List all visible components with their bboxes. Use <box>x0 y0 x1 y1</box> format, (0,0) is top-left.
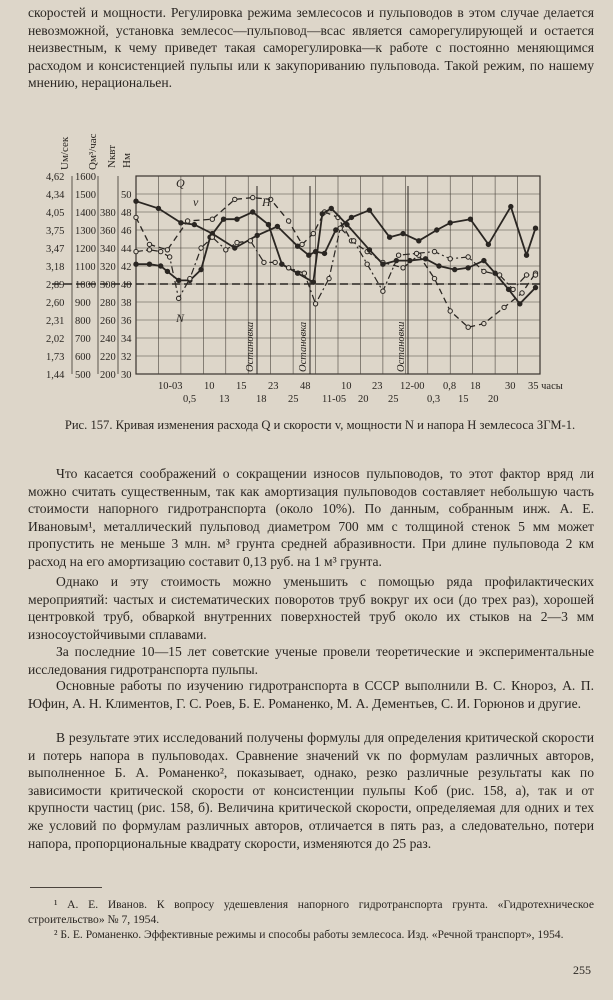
data-point-Q <box>387 235 391 239</box>
data-point-Q <box>275 224 279 228</box>
y-tick-label-flow: 1200 <box>75 244 96 255</box>
data-point-N <box>352 239 356 243</box>
data-point-v <box>482 258 486 262</box>
data-point-N <box>511 287 515 291</box>
y-tick-label-flow: 1000 <box>75 280 96 291</box>
data-point-Q <box>417 239 421 243</box>
y-tick-label-flow: 1600 <box>75 172 96 183</box>
axis-header: Qм³/час <box>87 133 99 170</box>
curve-label-H: H <box>262 195 271 209</box>
data-point-Q <box>192 222 196 226</box>
data-point-N <box>158 249 162 253</box>
data-point-H <box>520 291 524 295</box>
axis-header: Nквт <box>106 144 118 168</box>
y-tick-label-head: 30 <box>121 370 132 381</box>
y-tick-label-velocity: 2,89 <box>46 280 65 291</box>
y-tick-label-velocity: 4,62 <box>46 172 65 183</box>
data-point-Q <box>156 206 160 210</box>
x-tick-label-bottom: 11-05 <box>322 394 347 405</box>
data-point-N <box>365 262 369 266</box>
data-point-v <box>235 217 239 221</box>
y-tick-label-power: 280 <box>100 298 116 309</box>
data-point-v <box>518 302 522 306</box>
data-point-H <box>286 219 290 223</box>
data-point-H <box>482 321 486 325</box>
data-point-v <box>176 278 180 282</box>
data-point-Q <box>509 204 513 208</box>
data-point-Q <box>367 208 371 212</box>
paragraph-4: Основные работы по изучению гидротранспорта в СССР выполнили В. С. Кнороз, А. П. Юфин, А. Н. Климентов, Г. С. Роев, Б. Е. Романенко, М. А. Дементьев, С. И. Горюнов и другие. <box>28 678 594 711</box>
y-tick-label-power: 200 <box>100 370 116 381</box>
y-tick-label-power: 360 <box>100 226 116 237</box>
paragraph-3: За последние 10—15 лет советские ученые провели теоретические и экспериментальные исследования гидротранспорта пульпы. <box>28 644 594 677</box>
data-point-v <box>345 222 349 226</box>
data-point-Q <box>349 215 353 219</box>
data-point-H <box>134 215 138 219</box>
data-point-Q <box>524 253 528 257</box>
y-tick-label-velocity: 3,47 <box>46 244 65 255</box>
x-tick-label-bottom: 0,3 <box>427 394 441 405</box>
y-tick-label-flow: 600 <box>75 352 91 363</box>
x-tick-label-bottom: 15 <box>458 394 469 405</box>
data-point-N <box>327 276 331 280</box>
data-point-Q <box>401 231 405 235</box>
x-tick-label-top: 23 <box>372 381 383 392</box>
paragraph-1: Что касается соображений о сокращении износов пульповодов, то этот фактор вряд ли можно считать существенным, так как амортизация пульповодов составляет небольшую часть стоимости напорного гидротранспорта (около 10%). По данным, собранным инж. А. Е. Ивановым¹, металлический пульповод диаметром 700 мм с толщиной стенок 5 мм может пропустить не меньше 3 млн. м³ грунта средней абразивности. При длине пульповода 2 км расход на его амортизацию составит 0,13 руб. на 1 м³ грунта. <box>28 466 594 569</box>
data-point-v <box>466 266 470 270</box>
data-point-Q <box>334 228 338 232</box>
y-tick-label-velocity: 2,60 <box>46 298 65 309</box>
data-point-N <box>466 255 470 259</box>
y-tick-label-flow: 1100 <box>75 262 96 273</box>
y-tick-label-head: 34 <box>121 334 132 345</box>
data-point-H <box>185 219 189 223</box>
y-tick-label-head: 50 <box>121 190 132 201</box>
curve-label-N: N <box>176 311 185 325</box>
data-point-H <box>251 195 255 199</box>
y-tick-label-velocity: 1,73 <box>46 352 65 363</box>
data-point-v <box>165 269 169 273</box>
y-tick-label-head: 32 <box>121 352 132 363</box>
x-tick-label-bottom: 0,5 <box>183 394 197 405</box>
data-point-Q <box>533 226 537 230</box>
x-tick-label-top: 48 <box>300 381 311 392</box>
x-tick-label-top: 10 <box>204 381 215 392</box>
data-point-H <box>311 231 315 235</box>
y-tick-label-power: 320 <box>100 262 116 273</box>
data-point-v <box>437 264 441 268</box>
x-tick-label-top: 0,8 <box>443 381 457 392</box>
data-point-v <box>381 262 385 266</box>
data-point-N <box>167 255 171 259</box>
y-tick-label-velocity: 3,18 <box>46 262 65 273</box>
data-point-H <box>448 309 452 313</box>
data-point-v <box>367 248 371 252</box>
footnote-2: ² Б. Е. Романенко. Эффективные режимы и способы работы землесоса. Изд. «Речной транспорт», 1954. <box>54 928 564 941</box>
y-tick-label-flow: 1500 <box>75 190 96 201</box>
data-point-Q <box>435 228 439 232</box>
y-tick-label-velocity: 4,34 <box>46 190 65 201</box>
data-point-N <box>286 266 290 270</box>
x-tick-label-top: 10-03 <box>158 381 183 392</box>
data-point-N <box>134 249 138 253</box>
data-point-N <box>235 240 239 244</box>
data-point-v <box>320 212 324 216</box>
y-tick-label-power: 340 <box>100 244 116 255</box>
data-point-Q <box>486 242 490 246</box>
y-tick-label-velocity: 3,75 <box>46 226 65 237</box>
data-point-H <box>165 248 169 252</box>
data-point-N <box>302 271 306 275</box>
data-point-Q <box>468 217 472 221</box>
y-tick-label-head: 42 <box>121 262 132 273</box>
x-tick-label-top: 10 <box>341 381 352 392</box>
x-tick-label-bottom: 18 <box>256 394 267 405</box>
y-tick-label-head: 38 <box>121 298 132 309</box>
data-point-v <box>423 257 427 261</box>
stop-annotation: Остановка <box>245 321 256 372</box>
data-point-N <box>176 296 180 300</box>
data-point-N <box>396 253 400 257</box>
y-tick-label-power: 220 <box>100 352 116 363</box>
top-paragraph: скоростей и мощности. Регулировка режима землесосов и пульповодов в этом случае делается невозможной, установка землесос—пульповод—всас является саморегулирующей и остается неизвестным, к чему приведет такая саморегулировка—к работе с постоянно меняющимся расходом и консистенцией пульпы или к закупориванию пульповода. Такой режим, по нашему мнению, нерациональен. <box>28 5 594 91</box>
data-point-H <box>210 217 214 221</box>
data-point-Q <box>448 221 452 225</box>
y-tick-label-head: 46 <box>121 226 132 237</box>
data-point-N <box>524 273 528 277</box>
data-point-N <box>248 239 252 243</box>
y-tick-label-head: 44 <box>121 244 132 255</box>
data-point-N <box>313 302 317 306</box>
data-point-N <box>432 249 436 253</box>
data-point-v <box>329 206 333 210</box>
data-point-v <box>134 262 138 266</box>
data-point-H <box>233 197 237 201</box>
figure-157-chart <box>0 0 613 420</box>
x-tick-label-bottom: 13 <box>219 394 230 405</box>
y-tick-label-power: 380 <box>100 208 116 219</box>
x-tick-label-top: 12-00 <box>400 381 425 392</box>
data-point-H <box>432 276 436 280</box>
data-point-H <box>502 305 506 309</box>
data-point-H <box>147 242 151 246</box>
y-tick-label-power: 260 <box>100 316 116 327</box>
x-tick-label-top: 23 <box>268 381 279 392</box>
x-tick-label-bottom: 20 <box>358 394 369 405</box>
y-tick-label-flow: 1300 <box>75 226 96 237</box>
stop-annotation: Остановка <box>298 321 309 372</box>
paragraph-5: В результате этих исследований получены формулы для определения критической скорости и потерь напора в пульповодах. Сравнение значений vк по формулам различных авторов, выполненное Б. А. Романенко², показывает, однако, резко различные результаты как по зависимости критической скорости от консистенции пульпы Kоб (рис. 158, а), так и от крупности частиц (рис. 158, б). Величина критической скорости, определяемая для одних и тех же условий по формулам различных авторов, отличается в пять раз, а следовательно, потери напора, пропорциональные квадрату скорости, изменяются до 25 раз. <box>28 730 594 851</box>
footnote-1: ¹ А. Е. Иванов. К вопросу удешевления напорного гидротранспорта грунта. «Гидротехническое строительство» № 7, 1954. <box>28 898 594 926</box>
data-point-N <box>414 251 418 255</box>
data-point-N <box>210 235 214 239</box>
y-tick-label-flow: 800 <box>75 316 91 327</box>
y-tick-label-power: 240 <box>100 334 116 345</box>
page-number: 255 <box>573 963 591 977</box>
y-tick-label-velocity: 1,44 <box>46 370 65 381</box>
data-point-Q <box>233 246 237 250</box>
data-point-v <box>506 287 510 291</box>
y-tick-label-flow: 500 <box>75 370 91 381</box>
stop-annotation: Остановки <box>396 321 407 372</box>
y-tick-label-velocity: 2,02 <box>46 334 65 345</box>
x-tick-label-bottom: 25 <box>288 394 299 405</box>
curve-label-v: v <box>193 195 199 209</box>
y-tick-label-power: 300 <box>100 280 116 291</box>
data-point-v <box>199 267 203 271</box>
data-point-N <box>199 246 203 250</box>
x-tick-label-bottom: 25 <box>388 394 399 405</box>
data-point-N <box>188 276 192 280</box>
data-point-Q <box>295 244 299 248</box>
x-tick-label-top: 30 <box>505 381 516 392</box>
data-point-v <box>453 267 457 271</box>
y-tick-label-flow: 700 <box>75 334 91 345</box>
x-tick-label-top: 15 <box>236 381 247 392</box>
data-point-v <box>533 285 537 289</box>
curve-label-Q: Q <box>176 176 185 190</box>
data-point-N <box>497 273 501 277</box>
data-point-N <box>262 260 266 264</box>
data-point-v <box>221 217 225 221</box>
paragraph-2: Однако и эту стоимость можно уменьшить с помощью ряда профилактических мероприятий: частых и систематических поворотов труб вокруг их оси (до трех раз), хорошей центровкой труб, обваркой внутренних поверхностей труб около их стыков на 2—3 мм износоустойчивыми сплавами. <box>28 574 594 642</box>
axis-header: Uм/сек <box>59 136 71 170</box>
data-point-N <box>338 226 342 230</box>
data-point-H <box>466 325 470 329</box>
axis-header: Hм <box>121 153 133 168</box>
data-point-H <box>300 242 304 246</box>
y-tick-label-flow: 900 <box>75 298 91 309</box>
x-tick-label-bottom: 20 <box>488 394 499 405</box>
y-tick-label-head: 40 <box>121 280 132 291</box>
data-point-v <box>251 210 255 214</box>
data-point-H <box>401 266 405 270</box>
y-tick-label-flow: 1400 <box>75 208 96 219</box>
data-point-v <box>158 264 162 268</box>
data-point-N <box>448 257 452 261</box>
data-point-v <box>266 222 270 226</box>
y-tick-label-velocity: 2,31 <box>46 316 65 327</box>
data-point-Q <box>134 199 138 203</box>
x-tick-label-top: 35 часы <box>528 381 563 392</box>
figure-caption: Рис. 157. Кривая изменения расхода Q и скорости v, мощности N и напора H землесоса ЗГМ-1. <box>64 418 576 432</box>
data-point-v <box>147 262 151 266</box>
x-tick-label-top: 18 <box>470 381 481 392</box>
data-point-N <box>224 248 228 252</box>
data-point-N <box>381 289 385 293</box>
y-tick-label-head: 48 <box>121 208 132 219</box>
y-tick-label-velocity: 4,05 <box>46 208 65 219</box>
data-point-N <box>482 269 486 273</box>
y-tick-label-head: 36 <box>121 316 132 327</box>
data-point-N <box>533 273 537 277</box>
footnote-rule <box>30 887 102 888</box>
data-point-v <box>311 280 315 284</box>
data-point-Q <box>322 251 326 255</box>
data-point-N <box>147 248 151 252</box>
data-point-Q <box>179 221 183 225</box>
data-point-N <box>273 260 277 264</box>
